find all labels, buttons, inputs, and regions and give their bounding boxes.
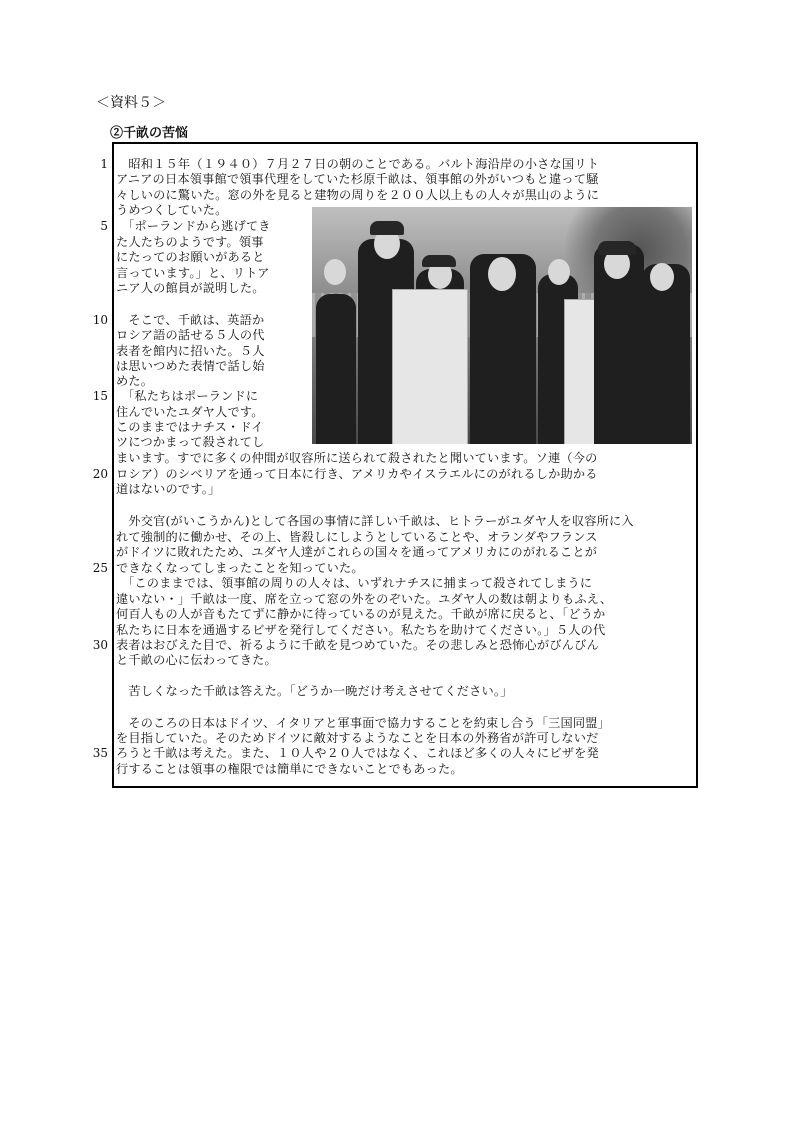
- text-line: 行することは領事の権限では簡単にできないことでもあった。: [116, 762, 463, 776]
- text-line: 道はないのです。」: [116, 482, 221, 496]
- person-head: [548, 259, 570, 285]
- text-line: ロシア）のシベリアを通って日本に行き、アメリカやイスラエルにのがれるしか助かる: [116, 467, 598, 481]
- hat-shape: [598, 241, 636, 255]
- text-line: を目指していた。そのためドイツに敵対するようなことを日本の外務省が許可しないだ: [116, 731, 599, 745]
- person-head: [488, 257, 516, 291]
- text-line: 表者を館内に招いた。５人: [116, 344, 265, 358]
- hat-shape: [422, 255, 456, 267]
- line-number: 20: [92, 467, 108, 481]
- text-line: 表者はおびえた目で、祈るように千畝を見つめていた。その悲しみと恐怖心がびんびん: [116, 638, 599, 652]
- text-line: うめつくしていた。: [116, 203, 228, 217]
- line-number: 30: [92, 638, 108, 652]
- text-line: 何百人もの人が音もたてずに静かに待っているのが見えた。千畝が席に戻ると、「どうか: [116, 607, 606, 621]
- text-line: そこで、千畝は、英語か: [116, 313, 265, 327]
- line-number: 5: [100, 219, 108, 233]
- person-head: [324, 259, 346, 285]
- text-line: 言っています。」と、リトア: [116, 266, 270, 280]
- text-line: ツにつかまって殺されてし: [116, 435, 265, 449]
- line-number: 15: [92, 389, 108, 403]
- text-line: 住んでいたユダヤ人です。: [116, 405, 264, 419]
- text-line: 々しいのに驚いた。窓の外を見ると建物の周りを２００人以上もの人々が黒山のように: [116, 188, 600, 202]
- text-line: れて強制的に働かせ、その上、皆殺しにしようとしていることや、オランダやフランス: [116, 530, 598, 544]
- text-line: そのころの日本はドイツ、イタリアと軍事面で協力することを約束し合う「三国同盟」: [116, 716, 611, 730]
- person-head: [650, 263, 674, 291]
- text-line: 昭和１５年（１９４０）７月２７日の朝のことである。バルト海沿岸の小さな国リト: [116, 157, 600, 171]
- text-line: 「このままでは、領事館の周りの人々は、いずれナチスに捕まって殺されてしまうに: [122, 576, 593, 590]
- placard: [392, 289, 468, 444]
- text-line: た人たちのようです。領事: [116, 235, 264, 249]
- text-line: ろうと千畝は考えた。また、１０人や２０人ではなく、これほど多くの人々にビザを発: [116, 746, 599, 760]
- person-silhouette: [316, 294, 356, 444]
- line-number: 35: [92, 746, 108, 760]
- text-line: このままではナチス・ドイ: [116, 420, 264, 434]
- historical-photo: [312, 207, 692, 444]
- hat-shape: [370, 221, 404, 235]
- text-line: 「ポーランドから逃げてき: [122, 219, 271, 233]
- text-line: は思いつめた表情で話し始: [116, 359, 265, 373]
- line-number: 10: [92, 313, 108, 327]
- line-number: 25: [92, 561, 108, 575]
- text-line: できなくなってしまったことを知っていた。: [116, 561, 364, 575]
- text-line: 私たちに日本を通過するビザを発行してください。私たちを助けてください。」５人の代: [116, 623, 606, 637]
- text-line: アニアの日本領事館で領事代理をしていた杉原千畝は、領事館の外がいつもと違って騒: [116, 172, 599, 186]
- section-title: ②千畝の苦悩: [110, 126, 189, 141]
- text-line: めた。: [116, 374, 154, 388]
- text-line: 「私たちはポーランドに: [122, 389, 259, 403]
- text-line: 違いない・」千畝は一度、席を立って窓の外をのぞいた。ユダヤ人の数は朝よりもふえ、: [116, 592, 613, 606]
- text-line: ニア人の館員が説明した。: [116, 281, 265, 295]
- text-line: 苦しくなった千畝は答えた。「どうか一晩だけ考えさせてください。」: [116, 684, 513, 698]
- person-silhouette: [642, 264, 690, 444]
- text-line: と千畝の心に伝わってきた。: [116, 653, 277, 667]
- text-line: 外交官(がいこうかん)として各国の事情に詳しい千畝は、ヒトラーがユダヤ人を収容所に入: [116, 514, 634, 528]
- line-number: 1: [100, 157, 108, 171]
- text-line: まいます。すでに多くの仲間が収容所に送られて殺されたと聞いています。ソ連（今の: [116, 451, 598, 465]
- text-line: にたってのお願いがあると: [116, 250, 265, 264]
- material-heading: ＜資料５＞: [96, 95, 166, 111]
- text-line: ロシア語の話せる５人の代: [116, 328, 265, 342]
- text-line: がドイツに敗れたため、ユダヤ人達がこれらの国々を通ってアメリカにのがれることが: [116, 545, 598, 559]
